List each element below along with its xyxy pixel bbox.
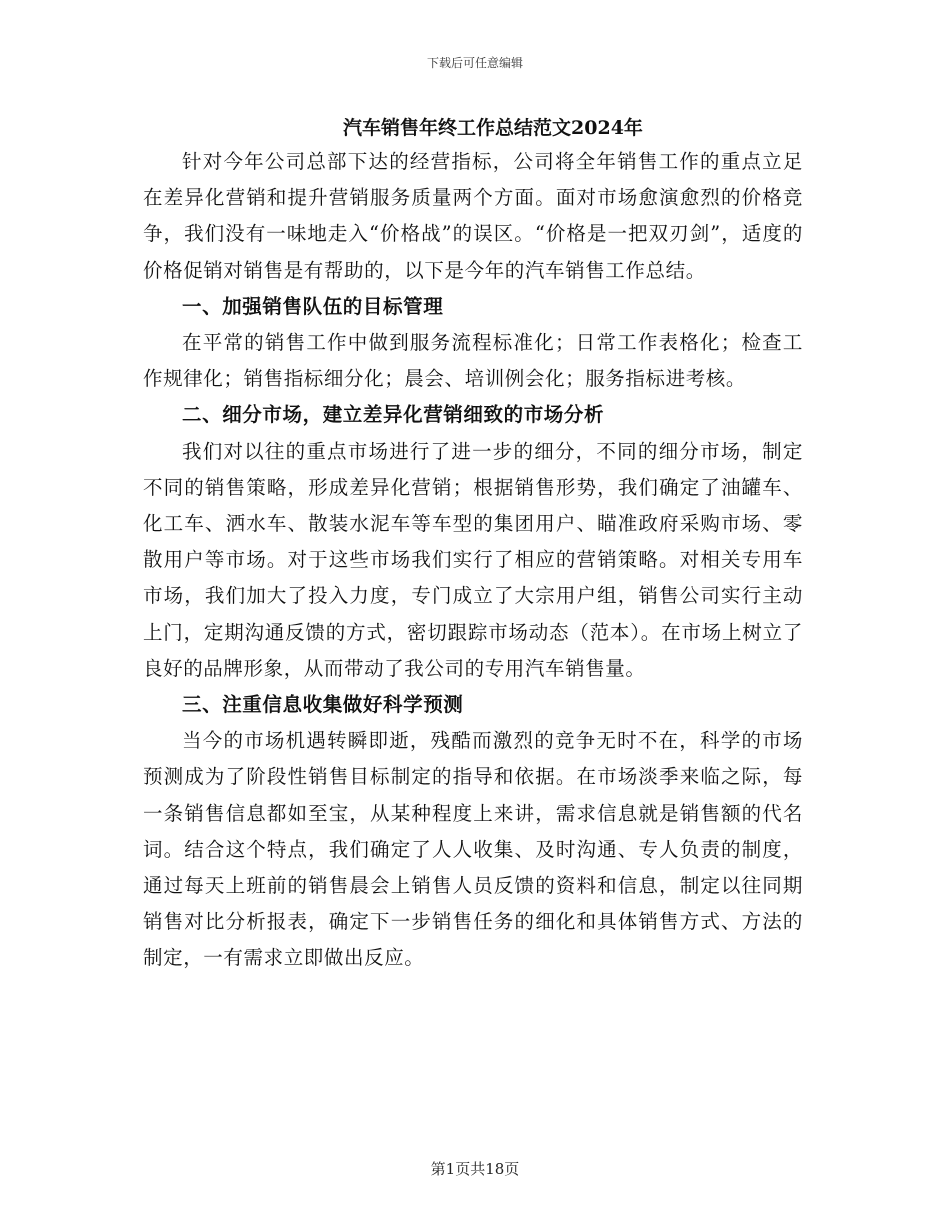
document-title: 汽车销售年终工作总结范文2024年 [343,117,643,139]
section-heading-1: 一、加强销售队伍的目标管理 [182,294,444,318]
document-body [143,112,803,977]
intro-paragraph: 针对今年公司总部下达的经营指标，公司将全年销售工作的重点立足在差异化营销和提升营销服务质量两个方面。面对市场愈演愈烈的价格竞争，我们没有一味地走入“价格战”的误区。“价格是一把双刃剑”，适度的价格促销对销售是有帮助的，以下是今年的汽车销售工作总结。 [143,150,803,282]
section-heading-3: 三、注重信息收集做好科学预测 [182,693,464,717]
section-body-2: 我们对以往的重点市场进行了进一步的细分，不同的细分市场，制定不同的销售策略，形成差异化营销；根据销售形势，我们确定了油罐车、化工车、洒水车、散装水泥车等车型的集团用户、瞄准政府采购市场、零散用户等市场。对于这些市场我们实行了相应的营销策略。对相关专用车市场，我们加大了投入力度，专门成立了大宗用户组，销售公司实行主动上门，定期沟通反馈的方式，密切跟踪市场动态（范本）。在市场上树立了良好的品牌形象，从而带动了我公司的专用汽车销售量。 [143,439,803,680]
header-note: 下载后可任意编辑 [426,56,523,70]
section-body-3: 当今的市场机遇转瞬即逝，残酷而激烈的竞争无时不在，科学的市场预测成为了阶段性销售目标制定的指导和依据。在市场淡季来临之际，每一条销售信息都如至宝，从某种程度上来讲，需求信息就是销售额的代名词。结合这个特点，我们确定了人人收集、及时沟通、专人负责的制度，通过每天上班前的销售晨会上销售人员反馈的资料和信息，制定以往同期销售对比分析报表，确定下一步销售任务的细化和具体销售方式、方法的制定，一有需求立即做出反应。 [143,729,803,970]
section-heading-2: 二、细分市场，建立差异化营销细致的市场分析 [182,403,605,427]
section-body-1: 在平常的销售工作中做到服务流程标准化；日常工作表格化；检查工作规律化；销售指标细分化；晨会、培训例会化；服务指标进考核。 [143,331,803,391]
page-indicator: 第1页共18页 [430,1160,520,1178]
